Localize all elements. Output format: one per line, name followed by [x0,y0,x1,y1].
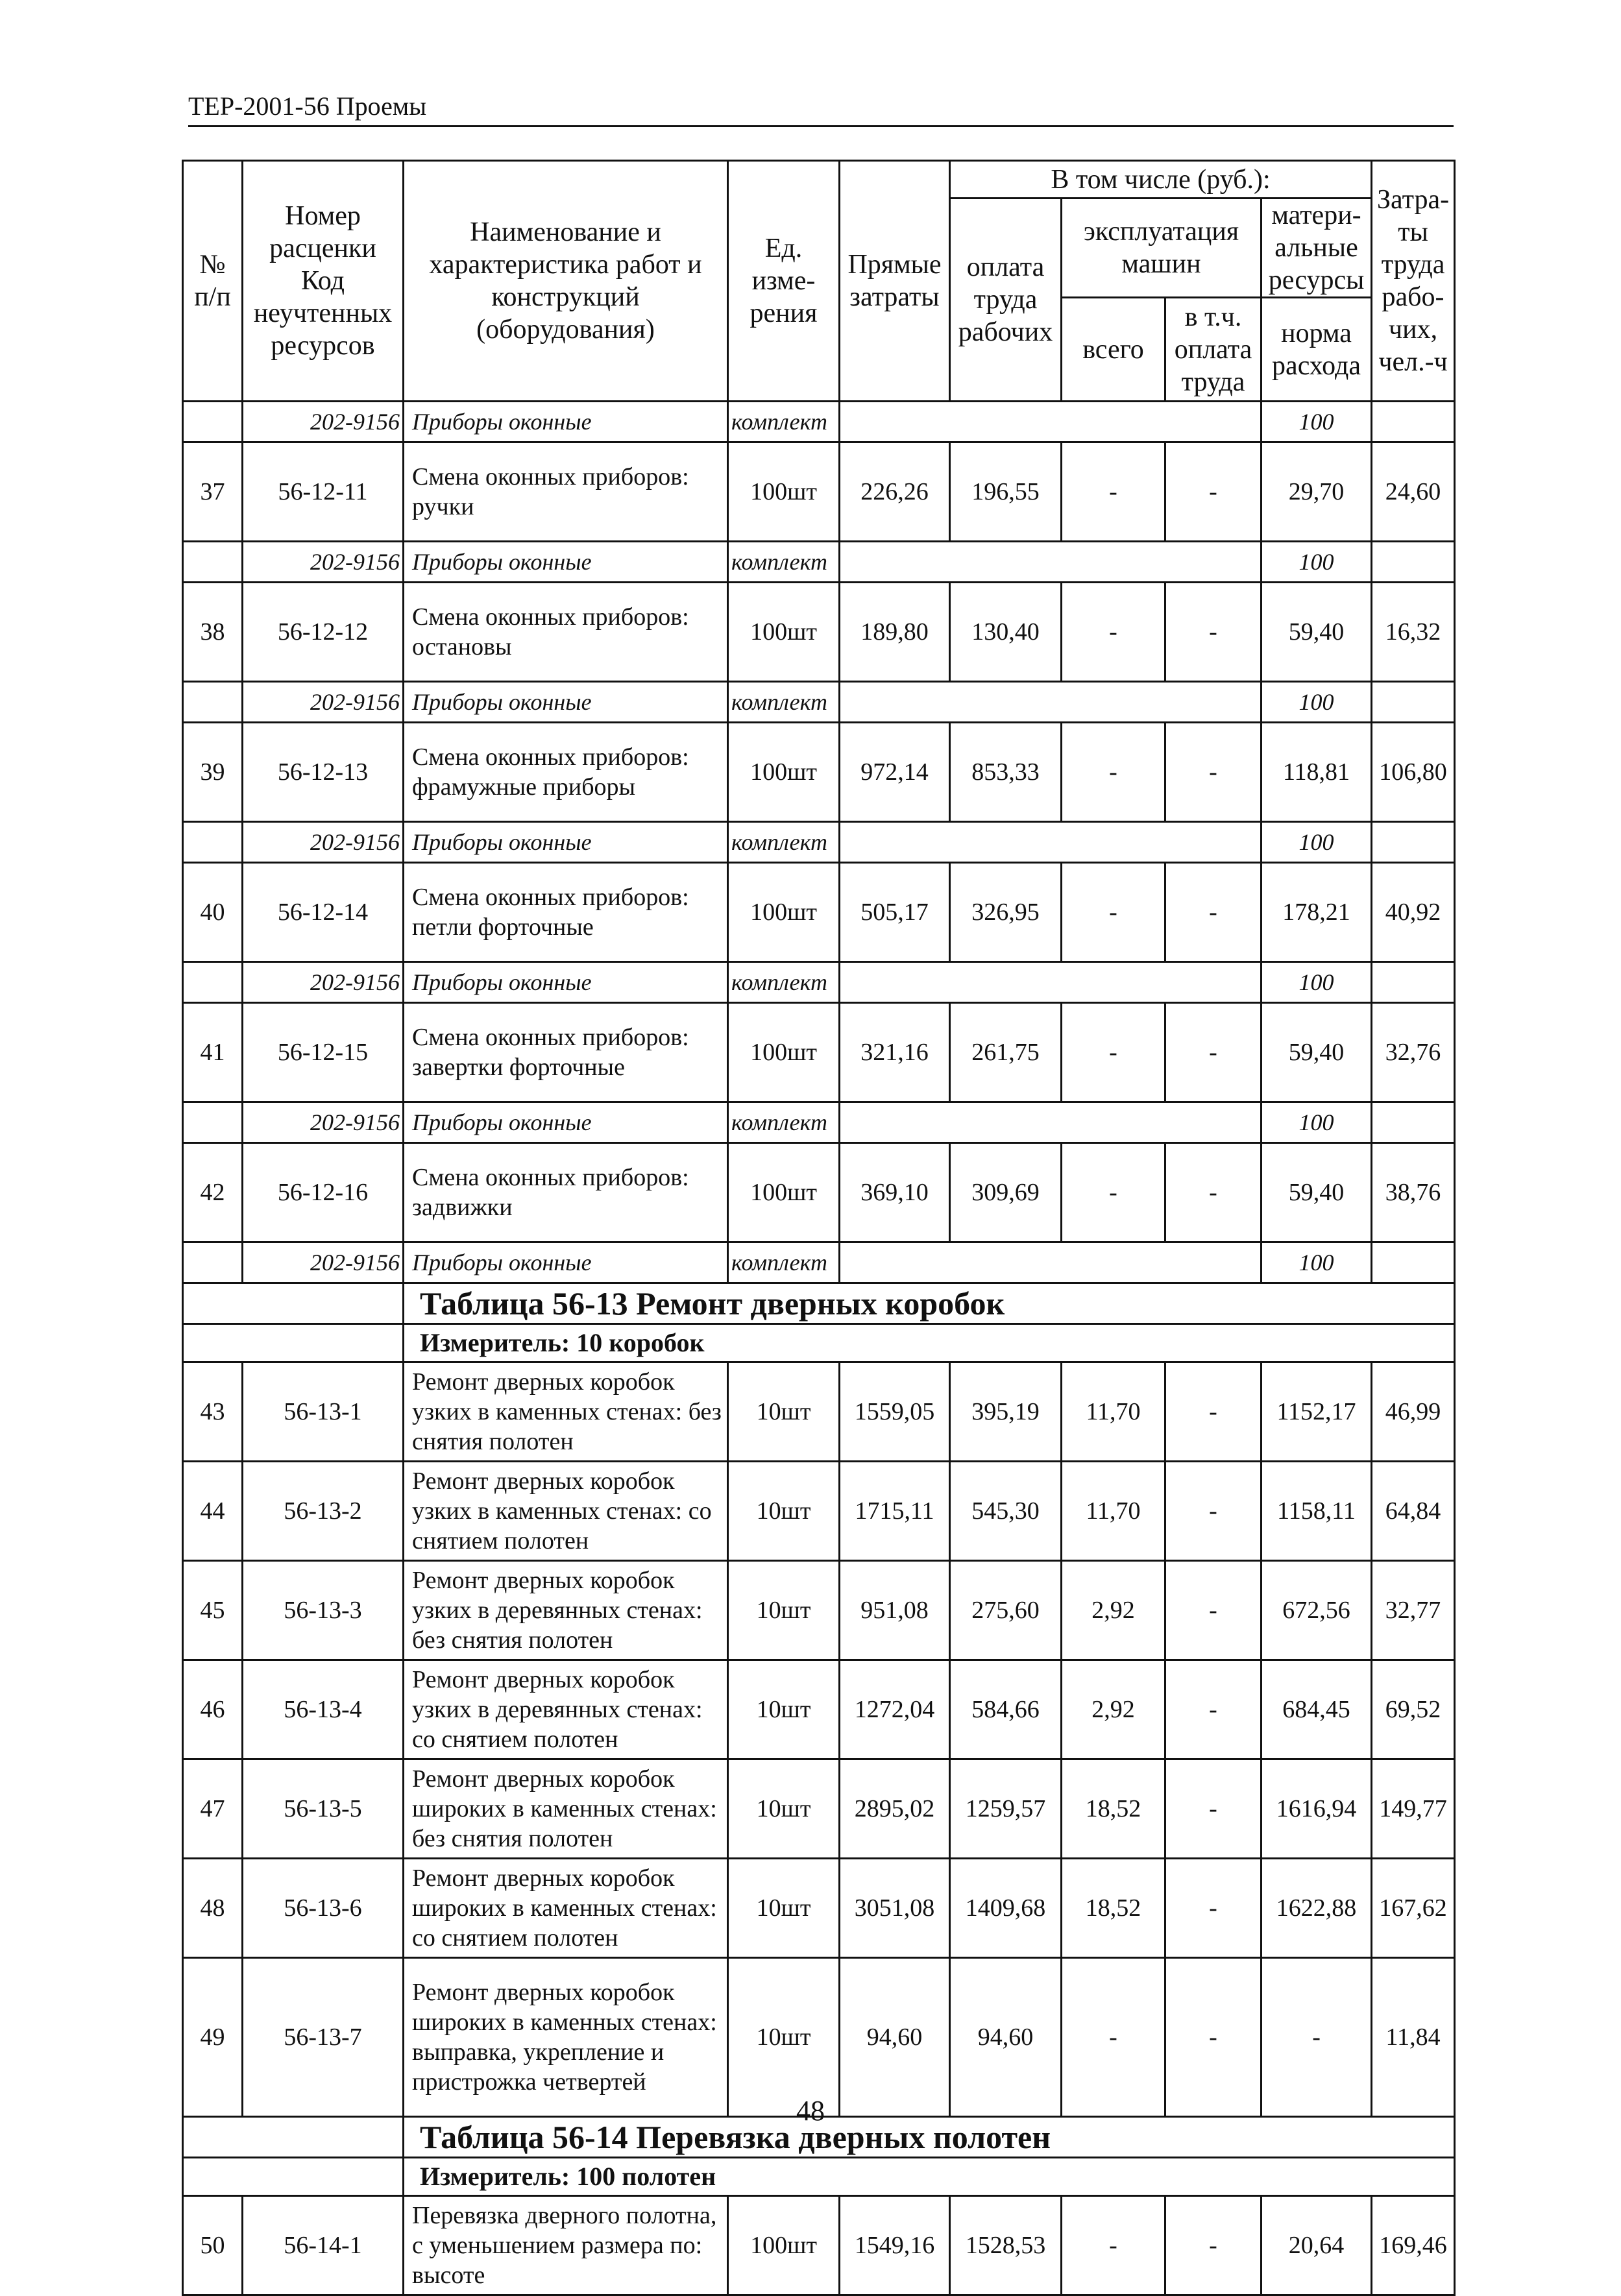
row-num: 48 [183,1859,243,1958]
row-wages: 94,60 [950,1958,1062,2117]
meter-row [183,2158,1455,2196]
row-unit: 10шт [728,1462,840,1561]
material-norm: 100 [1261,962,1372,1003]
row-mach-wages: - [1165,1660,1261,1759]
material-code: 202-9156 [243,542,404,583]
row-mach-wages: - [1165,1362,1261,1462]
col-incl-header: В том числе (руб.): [950,161,1372,199]
row-unit: 10шт [728,1958,840,2117]
row-unit: 10шт [728,1759,840,1859]
material-norm: 100 [1261,402,1372,442]
row-name: Смена оконных приборов: фрамужные приборы [404,723,728,822]
row-wages: 196,55 [950,442,1062,542]
material-name: Приборы оконные [404,682,728,723]
material-unit: комплект [728,402,840,442]
table-row [183,1958,1455,2117]
material-row [183,822,1455,863]
row-direct: 972,14 [840,723,950,822]
row-labor: 32,76 [1372,1003,1455,1102]
table-row [183,1561,1455,1660]
row-direct: 1272,04 [840,1660,950,1759]
row-name: Смена оконных приборов: остановы [404,583,728,682]
table-row [183,583,1455,682]
material-name: Приборы оконные [404,962,728,1003]
row-mach-total: - [1062,1143,1165,1242]
row-unit: 100шт [728,583,840,682]
row-mach-total: 11,70 [1062,1462,1165,1561]
row-materials: 118,81 [1261,723,1372,822]
row-labor: 167,62 [1372,1859,1455,1958]
material-row [183,1242,1455,1283]
section-title-56-14: Таблица 56-14 Перевязка дверных полотен [404,2117,1455,2158]
row-code: 56-14-1 [243,2196,404,2295]
row-mach-total: - [1062,442,1165,542]
row-materials: 672,56 [1261,1561,1372,1660]
row-code: 56-13-3 [243,1561,404,1660]
row-mach-total: 2,92 [1062,1561,1165,1660]
row-materials: 20,64 [1261,2196,1372,2295]
material-unit: комплект [728,1102,840,1143]
section-title-row [183,1283,1455,1324]
row-labor: 38,76 [1372,1143,1455,1242]
row-unit: 10шт [728,1859,840,1958]
table-row [183,1759,1455,1859]
row-code: 56-12-13 [243,723,404,822]
row-labor: 69,52 [1372,1660,1455,1759]
row-name: Смена оконных приборов: задвижки [404,1143,728,1242]
meter-56-13: Измеритель: 10 коробок [404,1324,1455,1362]
row-mach-wages: - [1165,1143,1261,1242]
row-mach-wages: - [1165,2196,1261,2295]
row-wages: 130,40 [950,583,1062,682]
table-row [183,863,1455,962]
row-materials: - [1261,1958,1372,2117]
row-materials: 59,40 [1261,1003,1372,1102]
material-name: Приборы оконные [404,822,728,863]
table-row [183,442,1455,542]
row-mach-wages: - [1165,442,1261,542]
row-name: Ремонт дверных коробок узких в деревянных стенах: без снятия полотен [404,1561,728,1660]
material-unit: комплект [728,962,840,1003]
row-mach-total: - [1062,1003,1165,1102]
material-name: Приборы оконные [404,402,728,442]
row-direct: 94,60 [840,1958,950,2117]
row-unit: 10шт [728,1660,840,1759]
material-norm: 100 [1261,822,1372,863]
row-code: 56-12-11 [243,442,404,542]
col-mach-total-header: всего [1062,298,1165,402]
row-unit: 100шт [728,2196,840,2295]
rates-table [182,160,1456,2296]
row-direct: 1549,16 [840,2196,950,2295]
row-num: 45 [183,1561,243,1660]
row-num: 39 [183,723,243,822]
table-row [183,1362,1455,1462]
page-number: 48 [796,2095,825,2127]
row-materials: 59,40 [1261,583,1372,682]
material-row [183,542,1455,583]
row-materials: 684,45 [1261,1660,1372,1759]
row-name: Ремонт дверных коробок широких в каменных стенах: со снятием полотен [404,1859,728,1958]
material-row [183,962,1455,1003]
row-direct: 1559,05 [840,1362,950,1462]
row-code: 56-12-16 [243,1143,404,1242]
row-name: Ремонт дверных коробок узких в каменных стенах: без снятия полотен [404,1362,728,1462]
col-num-header: № п/п [183,161,243,402]
row-direct: 226,26 [840,442,950,542]
row-materials: 1158,11 [1261,1462,1372,1561]
row-mach-total: 2,92 [1062,1660,1165,1759]
row-name: Перевязка дверного полотна, с уменьшением размера по: высоте [404,2196,728,2295]
row-unit: 100шт [728,863,840,962]
material-row [183,1102,1455,1143]
row-code: 56-13-2 [243,1462,404,1561]
material-row [183,682,1455,723]
row-direct: 3051,08 [840,1859,950,1958]
row-mach-total: 11,70 [1062,1362,1165,1462]
row-mach-total: 18,52 [1062,1759,1165,1859]
row-name: Ремонт дверных коробок широких в каменных стенах: без снятия полотен [404,1759,728,1859]
row-num: 41 [183,1003,243,1102]
row-name: Смена оконных приборов: петли форточные [404,863,728,962]
material-code: 202-9156 [243,402,404,442]
rates-table-wrap [182,160,1454,2296]
row-name: Ремонт дверных коробок узких в деревянных стенах: со снятием полотен [404,1660,728,1759]
table-row [183,1003,1455,1102]
row-num: 37 [183,442,243,542]
row-mach-total: - [1062,863,1165,962]
meter-56-14: Измеритель: 100 полотен [404,2158,1455,2196]
row-name: Смена оконных приборов: ручки [404,442,728,542]
row-materials: 1616,94 [1261,1759,1372,1859]
row-unit: 100шт [728,1003,840,1102]
material-name: Приборы оконные [404,1242,728,1283]
row-wages: 853,33 [950,723,1062,822]
material-norm: 100 [1261,542,1372,583]
row-wages: 326,95 [950,863,1062,962]
row-mach-total: 18,52 [1062,1859,1165,1958]
material-norm: 100 [1261,1242,1372,1283]
row-unit: 100шт [728,442,840,542]
row-mach-total: - [1062,1958,1165,2117]
row-mach-total: - [1062,583,1165,682]
col-code-header: Номер расценки Код неучтенных ресурсов [243,161,404,402]
row-code: 56-12-12 [243,583,404,682]
row-mach-wages: - [1165,723,1261,822]
col-mach-wages-header: в т.ч. оплата труда [1165,298,1261,402]
row-mach-wages: - [1165,1462,1261,1561]
row-mach-wages: - [1165,1003,1261,1102]
table-row [183,1660,1455,1759]
row-num: 44 [183,1462,243,1561]
col-name-header: Наименование и характеристика работ и конструкций (оборудования) [404,161,728,402]
row-materials: 29,70 [1261,442,1372,542]
row-wages: 395,19 [950,1362,1062,1462]
row-code: 56-13-7 [243,1958,404,2117]
row-code: 56-13-5 [243,1759,404,1859]
row-unit: 10шт [728,1362,840,1462]
row-direct: 951,08 [840,1561,950,1660]
material-unit: комплект [728,542,840,583]
material-norm: 100 [1261,1102,1372,1143]
row-num: 40 [183,863,243,962]
row-unit: 10шт [728,1561,840,1660]
row-materials: 59,40 [1261,1143,1372,1242]
row-num: 43 [183,1362,243,1462]
row-direct: 321,16 [840,1003,950,1102]
row-direct: 2895,02 [840,1759,950,1859]
row-unit: 100шт [728,723,840,822]
row-mach-wages: - [1165,1958,1261,2117]
row-num: 50 [183,2196,243,2295]
row-labor: 11,84 [1372,1958,1455,2117]
row-mach-wages: - [1165,1759,1261,1859]
row-wages: 584,66 [950,1660,1062,1759]
col-machines-header: эксплуатация машин [1062,199,1261,298]
table-row [183,1462,1455,1561]
row-wages: 1409,68 [950,1859,1062,1958]
row-direct: 189,80 [840,583,950,682]
row-mach-total: - [1062,723,1165,822]
material-norm: 100 [1261,682,1372,723]
col-direct-header: Прямые затраты [840,161,950,402]
material-name: Приборы оконные [404,542,728,583]
col-unit-header: Ед. изме-рения [728,161,840,402]
row-direct: 369,10 [840,1143,950,1242]
row-labor: 24,60 [1372,442,1455,542]
row-code: 56-13-4 [243,1660,404,1759]
row-direct: 1715,11 [840,1462,950,1561]
row-wages: 545,30 [950,1462,1062,1561]
material-code: 202-9156 [243,682,404,723]
row-num: 49 [183,1958,243,2117]
page-header: ТЕР-2001-56 Проемы [188,91,1454,127]
row-labor: 149,77 [1372,1759,1455,1859]
row-code: 56-13-1 [243,1362,404,1462]
row-num: 47 [183,1759,243,1859]
material-unit: комплект [728,682,840,723]
row-wages: 1259,57 [950,1759,1062,1859]
row-mach-wages: - [1165,863,1261,962]
row-num: 38 [183,583,243,682]
row-wages: 1528,53 [950,2196,1062,2295]
row-direct: 505,17 [840,863,950,962]
row-name: Смена оконных приборов: завертки форточные [404,1003,728,1102]
row-labor: 32,77 [1372,1561,1455,1660]
row-name: Ремонт дверных коробок широких в каменных стенах: выправка, укрепление и пристрожка четвертей [404,1958,728,2117]
material-code: 202-9156 [243,822,404,863]
row-labor: 169,46 [1372,2196,1455,2295]
row-num: 46 [183,1660,243,1759]
row-num: 42 [183,1143,243,1242]
row-code: 56-12-14 [243,863,404,962]
col-norm-header: норма расхода [1261,298,1372,402]
material-code: 202-9156 [243,1102,404,1143]
row-labor: 16,32 [1372,583,1455,682]
meter-row [183,1324,1455,1362]
section-title-56-13: Таблица 56-13 Ремонт дверных коробок [404,1283,1455,1324]
row-wages: 309,69 [950,1143,1062,1242]
col-wages-header: оплата труда рабочих [950,199,1062,402]
row-labor: 106,80 [1372,723,1455,822]
col-materials-header: матери-альные ресурсы [1261,199,1372,298]
table-row [183,1143,1455,1242]
material-unit: комплект [728,1242,840,1283]
material-code: 202-9156 [243,962,404,1003]
row-code: 56-13-6 [243,1859,404,1958]
material-name: Приборы оконные [404,1102,728,1143]
row-materials: 1152,17 [1261,1362,1372,1462]
row-mach-wages: - [1165,1561,1261,1660]
row-materials: 1622,88 [1261,1859,1372,1958]
row-mach-wages: - [1165,1859,1261,1958]
row-unit: 100шт [728,1143,840,1242]
table-body [183,402,1455,2295]
table-header [183,161,1455,402]
material-code: 202-9156 [243,1242,404,1283]
row-materials: 178,21 [1261,863,1372,962]
row-mach-wages: - [1165,583,1261,682]
row-labor: 40,92 [1372,863,1455,962]
row-code: 56-12-15 [243,1003,404,1102]
row-mach-total: - [1062,2196,1165,2295]
table-row [183,723,1455,822]
table-row [183,1859,1455,1958]
row-labor: 46,99 [1372,1362,1455,1462]
material-row [183,402,1455,442]
row-labor: 64,84 [1372,1462,1455,1561]
row-wages: 261,75 [950,1003,1062,1102]
table-row [183,2196,1455,2295]
material-unit: комплект [728,822,840,863]
row-name: Ремонт дверных коробок узких в каменных стенах: со снятием полотен [404,1462,728,1561]
row-wages: 275,60 [950,1561,1062,1660]
col-labor-header: Затра-ты труда рабо-чих, чел.-ч [1372,161,1455,402]
